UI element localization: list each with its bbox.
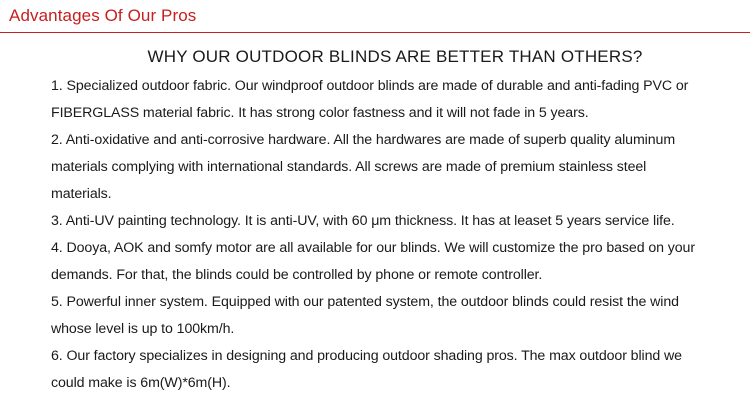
advantage-text-line: materials.: [51, 186, 112, 202]
advantage-item: [51, 289, 741, 343]
section-header: [0, 0, 750, 34]
advantage-text-line: 3. Anti-UV painting technology. It is anti-UV, with 60 μm thickness. It has at leaset 5 years service life.: [51, 213, 675, 229]
advantage-text-line: 1. Specialized outdoor fabric. Our windproof outdoor blinds are made of durable and anti-fading PVC or: [51, 78, 689, 94]
advantage-text-line: could make is 6m(W)*6m(H).: [51, 375, 231, 391]
header-divider: [0, 32, 750, 33]
advantage-text-line: materials complying with international standards. All screws are made of premium stainless steel: [51, 159, 647, 175]
section-title: Advantages Of Our Pros: [9, 6, 197, 25]
advantages-list: [51, 73, 741, 397]
advantage-text-line: whose level is up to 100km/h.: [51, 321, 235, 337]
advantage-text-line: 2. Anti-oxidative and anti-corrosive hardware. All the hardwares are made of superb quality aluminum: [51, 132, 676, 148]
advantage-item: [51, 208, 741, 235]
advantage-text-line: FIBERGLASS material fabric. It has strong color fastness and it will not fade in 5 years.: [51, 105, 589, 121]
advantage-item: [51, 127, 741, 208]
advantage-item: [51, 235, 741, 289]
advantage-item: [51, 73, 741, 127]
advantage-text-line: 5. Powerful inner system. Equipped with our patented system, the outdoor blinds could resist the wind: [51, 294, 679, 310]
advantage-text-line: 6. Our factory specializes in designing and producing outdoor shading pros. The max outdoor blind we: [51, 348, 682, 364]
advantage-text-line: 4. Dooya, AOK and somfy motor are all available for our blinds. We will customize the pro based on your: [51, 240, 695, 256]
page-heading: WHY OUR OUTDOOR BLINDS ARE BETTER THAN OTHERS?: [147, 47, 643, 66]
advantage-text-line: demands. For that, the blinds could be controlled by phone or remote controller.: [51, 267, 543, 283]
advantage-item: [51, 343, 741, 397]
